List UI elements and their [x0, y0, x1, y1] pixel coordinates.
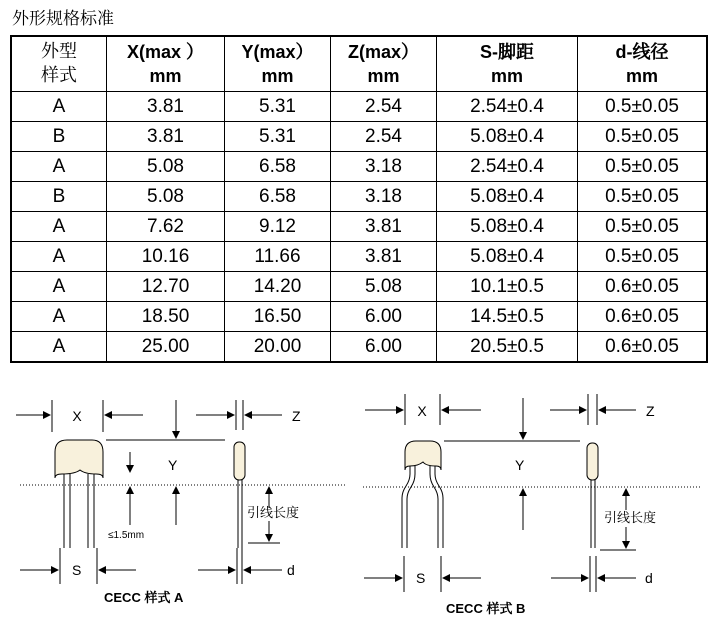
- d-dimension-a: [198, 548, 282, 584]
- column-header-line1: Z(max）: [347, 42, 419, 62]
- table-cell: 0.5±0.05: [578, 152, 708, 182]
- table-cell: 5.08: [331, 272, 437, 302]
- table-row: [11, 152, 707, 182]
- table-cell: 3.81: [331, 212, 437, 242]
- column-header: [225, 36, 331, 92]
- side-view-b: [587, 443, 598, 548]
- table-row: [11, 92, 707, 122]
- table-cell: 5.08±0.4: [437, 122, 578, 152]
- table-cell: 25.00: [107, 332, 225, 363]
- table-cell: 18.50: [107, 302, 225, 332]
- column-header-line1: Y(max）: [241, 42, 314, 62]
- table-body: [11, 92, 707, 363]
- table-cell: 0.5±0.05: [578, 122, 708, 152]
- table-cell: 0.6±0.05: [578, 272, 708, 302]
- table-cell: 0.5±0.05: [578, 212, 708, 242]
- table-cell: 3.81: [107, 92, 225, 122]
- table-cell: 2.54: [331, 92, 437, 122]
- table-cell: A: [11, 332, 107, 363]
- column-header-line1: X(max ）: [126, 42, 205, 62]
- table-cell: 2.54±0.4: [437, 92, 578, 122]
- caption-b: CECC 样式 B: [446, 601, 526, 616]
- table-cell: B: [11, 122, 107, 152]
- diagram-style-a: [16, 400, 345, 605]
- table-cell: 11.66: [225, 242, 331, 272]
- table-cell: A: [11, 272, 107, 302]
- y-label-b: Y: [515, 457, 525, 473]
- table-cell: 5.08: [107, 182, 225, 212]
- column-header: [437, 36, 578, 92]
- column-header: [107, 36, 225, 92]
- gap-label-a: ≤1.5mm: [108, 530, 145, 541]
- table-cell: 0.5±0.05: [578, 242, 708, 272]
- table-cell: 6.58: [225, 152, 331, 182]
- table-cell: 0.5±0.05: [578, 182, 708, 212]
- table-cell: A: [11, 92, 107, 122]
- table-cell: 5.08±0.4: [437, 182, 578, 212]
- table-row: [11, 302, 707, 332]
- table-row: [11, 122, 707, 152]
- table-cell: 7.62: [107, 212, 225, 242]
- page-title: 外形规格标准: [12, 9, 114, 29]
- y-label-a: Y: [168, 457, 178, 473]
- caption-a: CECC 样式 A: [104, 590, 184, 605]
- table-cell: 3.18: [331, 182, 437, 212]
- dimension-diagrams: [0, 370, 719, 619]
- table-cell: 5.31: [225, 92, 331, 122]
- column-header-line1: S-脚距: [480, 42, 534, 62]
- column-header-line2: 样式: [41, 65, 77, 86]
- table-cell: 6.58: [225, 182, 331, 212]
- column-header: [331, 36, 437, 92]
- column-header-line1: d-线径: [615, 42, 669, 62]
- spec-table: [10, 35, 708, 363]
- table-cell: 0.5±0.05: [578, 92, 708, 122]
- table-header-row: [11, 36, 707, 92]
- table-cell: 12.70: [107, 272, 225, 302]
- d-label-a: d: [287, 562, 295, 578]
- table-cell: A: [11, 242, 107, 272]
- table-row: [11, 212, 707, 242]
- table-cell: 14.20: [225, 272, 331, 302]
- column-header-line1: 外型: [41, 41, 77, 62]
- table-cell: 3.18: [331, 152, 437, 182]
- z-label-b: Z: [646, 403, 655, 419]
- column-header-line2: mm: [625, 66, 658, 86]
- table-cell: 5.08: [107, 152, 225, 182]
- side-view-a: [234, 442, 245, 548]
- d-label-b: d: [645, 570, 653, 586]
- lead-length-label-a: 引线长度: [247, 505, 300, 520]
- table-cell: 2.54: [331, 122, 437, 152]
- table-row: [11, 182, 707, 212]
- table-cell: 10.1±0.5: [437, 272, 578, 302]
- table-cell: A: [11, 152, 107, 182]
- d-dimension-b: [551, 556, 636, 592]
- column-header-line2: mm: [490, 66, 523, 86]
- table-cell: 5.08±0.4: [437, 212, 578, 242]
- s-label-b: S: [416, 570, 426, 586]
- y-dimension-a: [106, 400, 225, 525]
- table-cell: 0.6±0.05: [578, 302, 708, 332]
- capacitor-body-b: [405, 441, 441, 470]
- table-cell: 0.6±0.05: [578, 332, 708, 363]
- table-cell: 6.00: [331, 302, 437, 332]
- table-cell: 5.31: [225, 122, 331, 152]
- s-label-a: S: [72, 562, 82, 578]
- table-cell: 9.12: [225, 212, 331, 242]
- table-cell: 20.00: [225, 332, 331, 363]
- diagram-style-b: [363, 394, 700, 616]
- table-cell: A: [11, 302, 107, 332]
- column-header-line2: mm: [367, 66, 400, 86]
- table-row: [11, 332, 707, 363]
- x-label-b: X: [417, 403, 427, 419]
- lead-length-label-b: 引线长度: [604, 510, 657, 525]
- table-cell: 20.5±0.5: [437, 332, 578, 363]
- column-header-line2: mm: [149, 66, 182, 86]
- x-label-a: X: [72, 408, 82, 424]
- capacitor-body-a: [55, 440, 103, 478]
- z-dimension-b: [550, 394, 636, 425]
- y-dimension-b: [444, 398, 580, 530]
- z-dimension-a: [196, 400, 282, 430]
- table-row: [11, 272, 707, 302]
- z-label-a: Z: [292, 408, 301, 424]
- table-cell: A: [11, 212, 107, 242]
- table-cell: 5.08±0.4: [437, 242, 578, 272]
- table-cell: 10.16: [107, 242, 225, 272]
- column-header: [578, 36, 708, 92]
- table-cell: 14.5±0.5: [437, 302, 578, 332]
- column-header: [11, 36, 107, 92]
- table-cell: 2.54±0.4: [437, 152, 578, 182]
- table-cell: B: [11, 182, 107, 212]
- column-header-line2: mm: [261, 66, 294, 86]
- lead-wires-b: [402, 466, 443, 548]
- table-cell: 3.81: [107, 122, 225, 152]
- table-cell: 3.81: [331, 242, 437, 272]
- table-cell: 6.00: [331, 332, 437, 363]
- table-cell: 16.50: [225, 302, 331, 332]
- table-row: [11, 242, 707, 272]
